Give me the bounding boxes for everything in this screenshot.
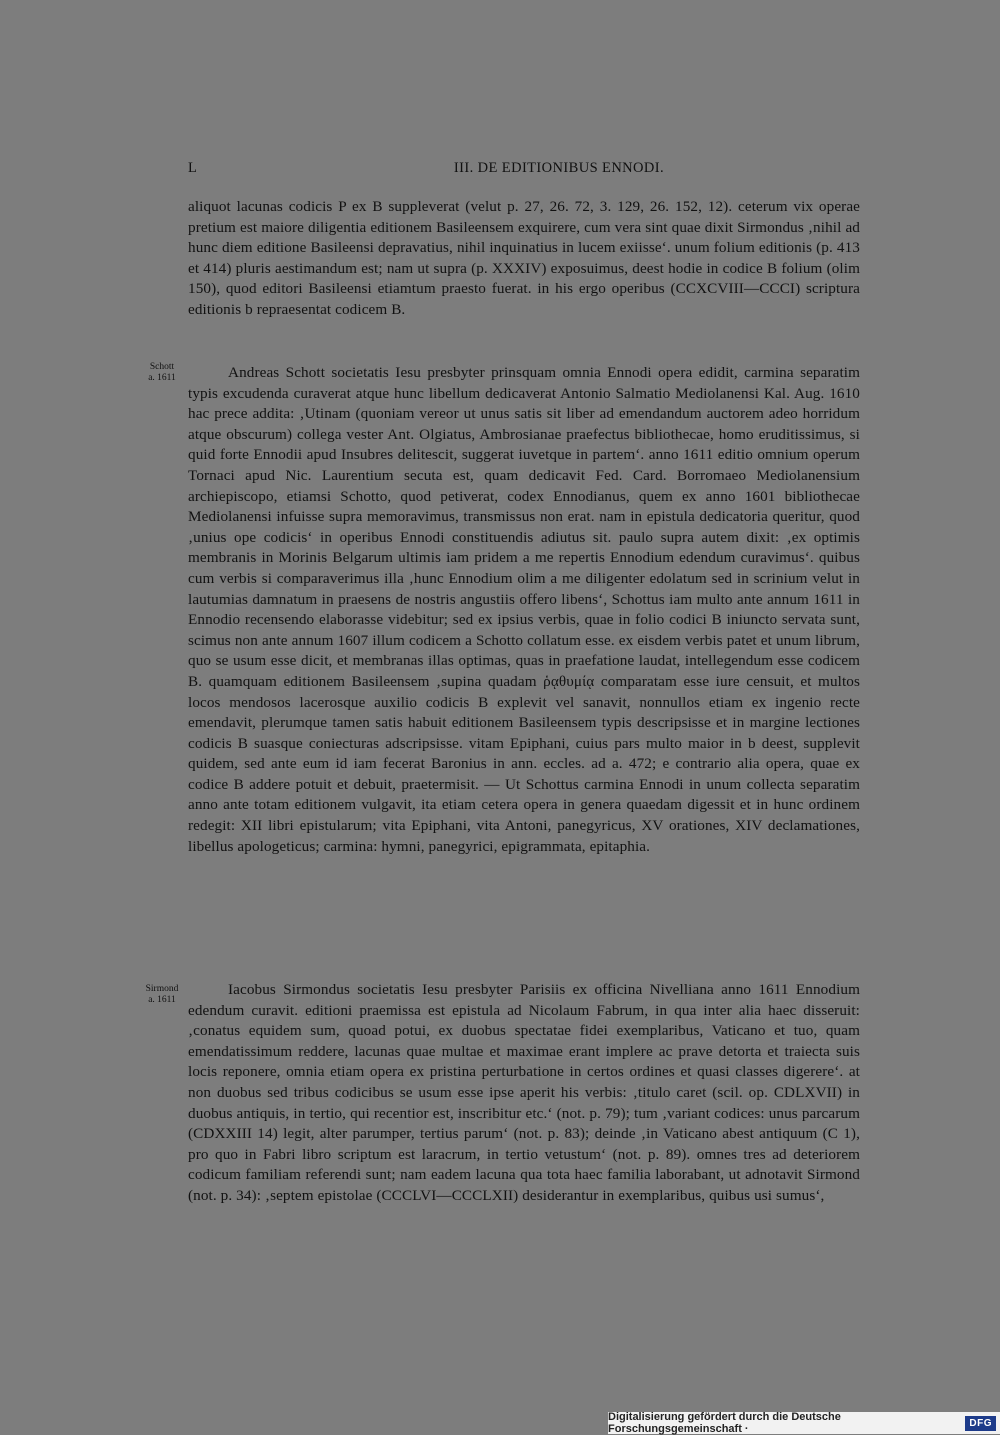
margin-note-sirmond bbox=[137, 984, 187, 1006]
dfg-logo-icon: DFG bbox=[965, 1416, 996, 1431]
digitization-footer bbox=[608, 1412, 1000, 1434]
margin-note-year: a. 1611 bbox=[148, 995, 176, 1005]
margin-note-schott bbox=[137, 362, 187, 384]
page-header bbox=[188, 160, 860, 182]
footer-credit: Digitalisierung gefördert durch die Deutsche Forschungsgemeinschaft · bbox=[608, 1411, 841, 1435]
margin-note-year: a. 1611 bbox=[148, 373, 176, 383]
paragraph-sirmond: Iacobus Sirmondus societatis Iesu presbyter Parisiis ex officina Nivelliana anno 1611 Ennodium edendum curavit. editioni praemissa est epistula ad Nicolaum Fabrum, in qua inter alia haec disseruit: ‚conatus equidem sum, quoad potui, ex duobus spectatae fidei exemplaribus, Vaticano et tuo, quam emendatissimum reddere, lacunas quae multae et maximae erant implere ac prave detorta et traiecta suis locis reponere, omnia etiam opera ex pristina perturbatione in certos ordines et quasi classes digerere‘. at non duobus sed tribus codicibus se usum esse ipse aperit his verbis: ‚titulo caret (scil. op. CDLXVII) in duobus antiquis, in tertio, qui recentior est, inscribitur etc.‘ (not. p. 79); tum ‚variant codices: unus parcarum (CDXXIII 14) legit, alter parumper, tertius parum‘ (not. p. 83); deinde ‚in Vaticano abest antiquum (C 1), pro quo in Fabri libro scriptum est laracrum, in tertio vetustum‘ (not. p. 89). omnes tres ad deteriorem codicum familiam referendi sunt; nam eadem lacuna qua tota haec familia laborabant, ut adnotavit Sirmond (not. p. 34): ‚septem epistolae (CCCLVI—CCCLXII) desiderantur in exemplaribus, quibus usi sumus‘, bbox=[188, 981, 860, 1204]
page-folio: L bbox=[188, 160, 198, 176]
running-title: III. DE EDITIONIBUS ENNODI. bbox=[453, 160, 665, 176]
paragraph-schott: Andreas Schott societatis Iesu presbyter prinsquam omnia Ennodi opera edidit, carmina separatim typis excudenda curaverat atque hunc libellum dedicaverat Antonio Salmatio Mediolanensi Kal. Aug. 1610 hac prece addita: ‚Utinam (quoniam vereor ut unus satis sit liber ad emendandum auctorem adeo horridum atque obscurum) collega vester Ant. Olgiatus, Ambrosianae praefectus bibliothecae, homo eruditissimus, si quid forte Ennodii apud Insubres delitescit, suggerat iuvetque in partem‘. anno 1611 editio omnium operum Tornaci apud Nic. Laurentium secuta est, quam dedicavit Fed. Card. Borromaeo Mediolanensium archiepiscopo, etiamsi Schotto, quod petiverat, codex Ennodianus, quem ex anno 1601 bibliothecae Mediolanensi infuisse supra memoravimus, transmissus non erat. nam in epistula dedicatoria queritur, quod ‚unius ope codicis‘ in operibus Ennodi constituendis adiutus sit. paulo supra autem dixit: ‚ex optimis membranis in Morinis Belgarum ultimis iam pridem a me repertis Ennodium edendum curavimus‘. quibus cum verbis si comparaverimus illa ‚hunc Ennodium olim a me diligenter edolatum sed in scrinium velut in lautumias damnatum in praesens de nostris angustiis offero libens‘, Schottus iam multo ante annum 1611 in Ennodio recensendo elaborasse videbitur; sed ex ipsius verbis, quae in folio codici B iniuncto servata sunt, scimus non ante annum 1607 illum codicem a Schotto collatum esse. ex eisdem verbis patet et unum librum, quo se usum esse dicit, et membranas illas optimas, quas in praefatione laudat, intellegendum esse codicem B. quamquam editionem Basileensem ‚supina quadam ῥᾳθυμίᾳ comparatam esse iure censuit, et multos locos mendosos lacerosque auxilio codicis B explevit vel sanavit, nonnullos etiam ex ingenio recte emendavit, plerumque tamen satis habuit editionem Basileensem typis descripsisse et in margine lectiones codicis B suasque coniecturas adscripsisse. vitam Epiphani, cuius pars multo maior in b deest, supplevit quidem, sed ante eum id iam fecerat Baronius in ann. eccles. ad a. 472; e contrario alia opera, quae ex codice B addere potuit et debuit, praetermisit. — Ut Schottus carmina Ennodi in unum collecta separatim anno ante totam editionem vulgavit, ita etiam cetera opera in genera quaedam digessit et in hunc ordinem redegit: XII libri epistularum; vita Epiphani, vita Antoni, panegyricus, XV orationes, XIV declamationes, libellus apologeticus; carmina: hymni, panegyrici, epigrammata, epitaphia. bbox=[188, 364, 860, 855]
paragraph-basileensis: aliquot lacunas codicis P ex B suppleverat (velut p. 27, 26. 72, 3. 129, 26. 152, 12). ceterum vix operae pretium est maiore diligentia editionem Basileensem exquirere, cum vera sint quae dixit Sirmondus ‚nihil ad hunc diem editione Basileensi depravatius, nihil inquinatius in lucem exiisse‘. unum folium editionis (p. 413 et 414) pluris aestimandum est; nam ut supra (p. XXXIV) exposuimus, deest hodie in codice B folium (olim 150), quod editori Basileensi etiamtum praesto fuerat. in his ergo operibus (CCXCVIII—CCCI) scriptura editionis b repraesentat codicem B. bbox=[188, 198, 860, 318]
margin-note-name: Sirmond bbox=[145, 984, 179, 994]
margin-note-name: Schott bbox=[149, 362, 175, 372]
